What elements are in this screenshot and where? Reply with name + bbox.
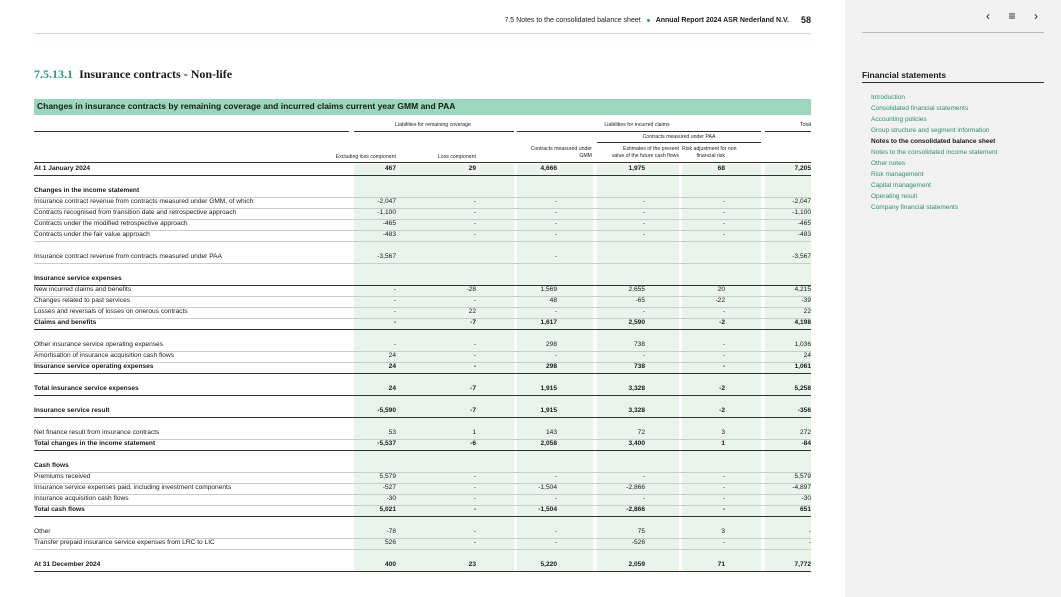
cell-value: 48 [549,297,557,304]
cell-value: 7,205 [794,165,811,172]
row-divider [34,450,811,451]
cell-value: - [393,308,396,315]
page-number: 58 [800,15,811,25]
cell-value: -84 [801,440,811,447]
header-rule [597,142,761,143]
cell-value: 24 [388,363,396,370]
cell-value: -30 [386,495,396,502]
row-label: Insurance contract revenue from contracts measured under GMM, of which: [34,198,255,205]
header-loss: Loss component [437,154,476,160]
cell-value: - [642,209,645,216]
cell-value: 20 [717,286,725,293]
table-row [34,230,811,241]
header-lrc: Liabilities for remaining coverage [395,122,471,128]
cell-value: - [722,363,725,370]
header-bottom-rule [34,162,811,163]
sidebar-item[interactable]: Company financial statements [871,204,959,211]
row-label: Cash flows [34,462,69,469]
cell-value: 467 [384,165,396,172]
page-header [34,12,811,34]
cell-value: -483 [797,231,811,238]
cell-value: 400 [384,561,396,568]
table-title: Changes in insurance contracts by remaining coverage and incurred claims current year GMM and PAA [34,99,811,115]
table-row [34,285,811,296]
cell-value: - [722,341,725,348]
table-row [34,340,811,351]
cell-value: - [554,528,557,535]
cell-value: -4,897 [792,484,811,491]
cell-value: - [473,363,476,370]
table-row [34,197,811,208]
cell-value: - [722,209,725,216]
cell-value: - [722,231,725,238]
cell-value: - [554,198,557,205]
sidebar-item[interactable]: Consolidated financial statements [871,105,969,112]
row-label: Contracts under the fair value approach [34,231,150,238]
cell-value: - [473,528,476,535]
header-lic: Liabilities for incurred claims [604,122,670,128]
header-estimates-a: Estimates of the present [623,146,679,152]
table-row [34,252,811,263]
row-label: Insurance service result [34,407,110,414]
cell-value: 22 [468,308,476,315]
cell-value: 72 [637,429,645,436]
cell-value: 24 [388,352,396,359]
cell-value: - [722,484,725,491]
section-number: 7.5.13.1 [34,67,73,81]
cell-value: 1,975 [628,165,645,172]
cell-value: 651 [799,506,811,513]
cell-value: -465 [382,220,396,227]
row-divider [34,571,811,572]
header-risk-a: Risk adjustment for non [682,146,737,152]
cell-value: 2,590 [628,319,645,326]
cell-value: - [554,253,557,260]
cell-value: -28 [466,286,476,293]
cell-value: 22 [803,308,811,315]
row-label: Other [34,528,51,535]
cell-value: - [473,473,476,480]
cell-value: - [642,231,645,238]
breadcrumb [504,15,811,25]
cell-value: 526 [384,539,396,546]
cell-value: - [642,308,645,315]
sidebar-item[interactable]: Risk management [871,171,924,178]
cell-value: - [808,539,811,546]
cell-value: 4,666 [540,165,557,172]
cell-value: 738 [633,363,645,370]
cell-value: - [642,473,645,480]
cell-value: 53 [388,429,396,436]
cell-value: 3,400 [628,440,645,447]
table-row [34,274,811,285]
divider [862,32,1044,33]
cell-value: - [393,286,396,293]
table-row [34,406,811,417]
cell-value: - [393,297,396,304]
cell-value: -356 [797,407,811,414]
row-label: Changes related to past services [34,297,131,304]
cell-value: 1,036 [794,341,811,348]
cell-value: -7 [470,385,476,392]
cell-value: - [473,297,476,304]
section-title [34,67,232,82]
table-row [34,208,811,219]
row-label: Insurance service operating expenses [34,363,154,370]
cell-value: -1,100 [792,209,811,216]
row-divider [34,417,811,418]
row-divider [34,175,811,176]
divider [862,82,1044,83]
row-label: Insurance service expenses paid, including investment components [34,484,232,491]
table-row [34,307,811,318]
chevron-left-icon[interactable]: ‹ [986,9,990,23]
cell-value: - [722,220,725,227]
cell-value: -30 [801,495,811,502]
cell-value: - [473,506,476,513]
cell-value: -2 [719,319,725,326]
cell-value: -7 [470,407,476,414]
cell-value: - [473,198,476,205]
cell-value: - [473,539,476,546]
cell-value: -5,537 [377,440,396,447]
row-label: Losses and reversals of losses on onerous contracts [34,308,188,315]
cell-value: - [554,308,557,315]
cell-value: - [722,495,725,502]
chevron-right-icon[interactable]: › [1034,9,1038,23]
report-title: Annual Report 2024 ASR Nederland N.V. [655,16,789,24]
cell-value: 1 [472,429,476,436]
cell-value: 272 [799,429,811,436]
sidebar-item[interactable]: Notes to the consolidated balance sheet [871,138,996,145]
table-row [34,472,811,483]
breadcrumb-section[interactable]: 7.5 Notes to the consolidated balance sheet [504,16,641,24]
row-divider [34,395,811,396]
cell-value: 1,061 [794,363,811,370]
table-row [34,461,811,472]
row-label: Other insurance service operating expenses [34,341,164,348]
side-panel [845,0,1061,597]
header-excl-loss: Excluding loss component [335,154,396,160]
header-rule [765,131,811,132]
cell-value: -5,590 [377,407,396,414]
cell-value: 24 [388,385,396,392]
table-row [34,483,811,494]
cell-value: 2,655 [628,286,645,293]
cell-value: 68 [717,165,725,172]
sidebar-item[interactable]: Accounting policies [871,116,927,123]
cell-value: 71 [717,561,725,568]
row-label: At 1 January 2024 [34,165,91,172]
table-row [34,296,811,307]
cell-value: - [554,495,557,502]
row-label: Contracts recognised from transition date and retrospective approach [34,209,237,216]
cell-value: 24 [803,352,811,359]
cell-value: - [722,539,725,546]
header-rule [517,131,761,132]
cell-value: 5,258 [794,385,811,392]
cell-value: -2,047 [377,198,396,205]
page-navigation [982,9,1042,23]
cell-value: 298 [545,363,557,370]
cell-value: - [554,231,557,238]
row-label: Insurance service expenses [34,275,122,282]
table-row [34,164,811,175]
sidebar-item[interactable]: Capital management [871,182,931,189]
table-row [34,384,811,395]
cell-value: - [473,220,476,227]
row-label: Insurance acquisition cash flows [34,495,129,502]
cell-value: - [722,473,725,480]
cell-value: 5,579 [794,473,811,480]
cell-value: - [642,495,645,502]
row-label: Insurance contract revenue from contracts measured under PAA [34,253,222,260]
cell-value: 2,058 [540,440,557,447]
row-label: New incurred claims and benefits [34,286,132,293]
row-label: Net finance result from insurance contracts [34,429,160,436]
cell-value: - [473,341,476,348]
header-risk-b: financial risk [696,153,725,159]
row-divider [34,241,811,242]
sidebar-item[interactable]: Group structure and segment information [871,127,990,134]
sidebar-nav [871,92,997,213]
cell-value: - [473,209,476,216]
cell-value: - [642,198,645,205]
cell-value: -2,866 [626,484,645,491]
table-row [34,362,811,373]
cell-value: -2 [719,407,725,414]
sidebar-item[interactable]: Operating result [871,193,918,200]
row-label: Transfer prepaid insurance service expenses from LRC to LIC [34,539,215,546]
table-row [34,538,811,549]
cell-value: - [473,231,476,238]
cell-value: 2,059 [628,561,645,568]
cell-value: - [554,539,557,546]
cell-value: -39 [801,297,811,304]
cell-value: - [554,352,557,359]
header-gmm-b: GMM [579,153,592,159]
section-title-text: Insurance contracts - Non-life [79,67,233,81]
cell-value: 4,215 [794,286,811,293]
row-label: Changes in the income statement [34,187,140,194]
row-label: Contracts under the modified retrospective approach [34,220,188,227]
table-row [34,527,811,538]
table-row [34,318,811,329]
row-divider [34,516,811,517]
table-row [34,560,811,571]
cell-value: - [722,506,725,513]
row-divider [34,373,811,374]
cell-value: 3 [721,429,725,436]
sidebar-item[interactable]: Other notes [871,160,905,167]
cell-value: 1,915 [540,385,557,392]
cell-value: - [473,495,476,502]
cell-value: 298 [545,341,557,348]
cell-value: -3,567 [792,253,811,260]
header-rule [354,131,514,132]
cell-value: 3,328 [628,385,645,392]
cell-value: 7,772 [794,561,811,568]
cell-value: -1,504 [538,484,557,491]
table-row [34,439,811,450]
cell-value: 1,569 [540,286,557,293]
sidebar-heading[interactable]: Financial statements [862,70,947,80]
row-label: Amortisation of insurance acquisition cash flows [34,352,175,359]
row-label: Total changes in the income statement [34,440,156,447]
cell-value: 23 [468,561,476,568]
header-total: Total [800,122,811,128]
cell-value: - [554,473,557,480]
cell-value: - [722,308,725,315]
cell-value: -526 [631,539,645,546]
table-row [34,494,811,505]
cell-value: - [808,528,811,535]
cell-value: -65 [635,297,645,304]
row-divider [34,329,811,330]
row-divider [34,549,811,550]
cell-value: - [722,198,725,205]
row-label: Claims and benefits [34,319,97,326]
cell-value: - [554,209,557,216]
sidebar-item[interactable]: Notes to the consolidated income statement [871,149,998,156]
cell-value: - [473,352,476,359]
cell-value: -483 [382,231,396,238]
header-estimates-b: value of the future cash flows [611,153,679,159]
cell-value: - [473,484,476,491]
cell-value: - [393,341,396,348]
cell-value: -1,504 [538,506,557,513]
cell-value: 75 [637,528,645,535]
cell-value: - [393,319,396,326]
cell-value: 3,328 [628,407,645,414]
cell-value: 4,198 [794,319,811,326]
cell-value: -7 [470,319,476,326]
separator-dot-icon [647,19,650,22]
cell-value: -2 [719,385,725,392]
cell-value: -465 [797,220,811,227]
header-rule [34,131,349,132]
cell-value: 5,021 [379,506,396,513]
cell-value: 1,617 [540,319,557,326]
cell-value: 5,579 [379,473,396,480]
table-row [34,428,811,439]
row-label: Premiums received [34,473,91,480]
cell-value: - [642,352,645,359]
row-label: Total insurance service expenses [34,385,139,392]
cell-value: -1,100 [377,209,396,216]
menu-icon[interactable]: ≡ [1008,9,1016,23]
row-divider [34,263,811,264]
cell-value: 3 [721,528,725,535]
cell-value: -527 [382,484,396,491]
cell-value: - [642,220,645,227]
cell-value: - [722,352,725,359]
row-label: Total cash flows [34,506,85,513]
cell-value: 29 [468,165,476,172]
cell-value: 1,915 [540,407,557,414]
cell-value: 143 [545,429,557,436]
cell-value: - [554,220,557,227]
table-row [34,351,811,362]
table-row [34,505,811,516]
cell-value: 738 [633,341,645,348]
cell-value: -78 [386,528,396,535]
sidebar-item[interactable]: Introduction [871,94,905,101]
cell-value: 5,220 [540,561,557,568]
row-label: At 31 December 2024 [34,561,101,568]
cell-value: -6 [470,440,476,447]
table-row [34,186,811,197]
cell-value: -3,567 [377,253,396,260]
header-gmm-a: Contracts measured under [530,146,592,152]
header-paa: Contracts measured under PAA [642,134,716,140]
table-row [34,219,811,230]
cell-value: 1 [721,440,725,447]
cell-value: -22 [715,297,725,304]
cell-value: -2,047 [792,198,811,205]
cell-value: -2,866 [626,506,645,513]
